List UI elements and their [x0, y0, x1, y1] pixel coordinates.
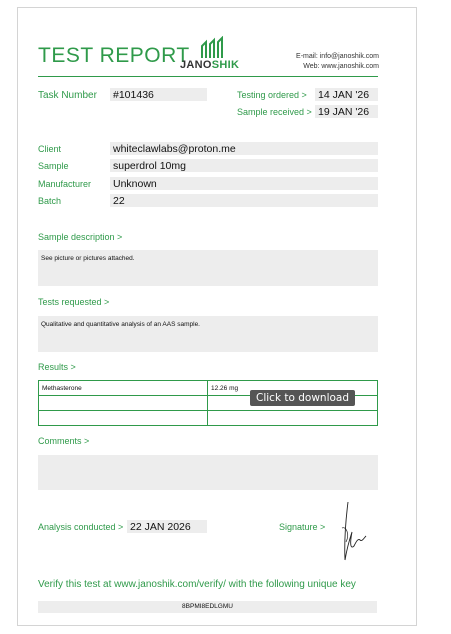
- janoshik-logo-icon: [180, 36, 260, 60]
- tests-requested-text: Qualitative and quantitative analysis of an AAS sample.: [38, 316, 378, 352]
- result-substance: [39, 396, 208, 411]
- signature-label: Signature >: [279, 522, 326, 532]
- sample-description-label: Sample description >: [38, 232, 123, 242]
- unique-key: 8BPMI8EDLGMU: [38, 601, 377, 613]
- result-substance: [39, 411, 208, 426]
- sample-received-label: Sample received >: [237, 107, 312, 117]
- handwritten-signature: [336, 498, 370, 568]
- verify-instructions: Verify this test at www.janoshik.com/verify/ with the following unique key: [38, 579, 356, 590]
- sample-label: Sample: [38, 161, 69, 171]
- test-report-sheet: [17, 7, 417, 626]
- download-tooltip[interactable]: Click to download: [250, 390, 355, 406]
- client-value: whiteclawlabs@proton.me: [110, 142, 378, 155]
- table-row: [39, 411, 378, 426]
- result-amount: 12.26 mg: [208, 381, 378, 396]
- manufacturer-label: Manufacturer: [38, 179, 92, 189]
- batch-value: 22: [110, 194, 378, 207]
- result-amount: [208, 411, 378, 426]
- analysis-conducted-label: Analysis conducted >: [38, 522, 124, 532]
- batch-label: Batch: [38, 196, 62, 206]
- logo-text-part1: JANO: [180, 59, 212, 71]
- results-label: Results >: [38, 362, 76, 372]
- sample-received-value: 19 JAN '26: [315, 105, 378, 118]
- comments-text: [38, 455, 378, 490]
- comments-label: Comments >: [38, 436, 90, 446]
- client-label: Client: [38, 144, 62, 154]
- testing-ordered-label: Testing ordered >: [237, 90, 307, 100]
- contact-info: [296, 52, 379, 72]
- analysis-conducted-value: 22 JAN 2026: [127, 520, 207, 533]
- contact-web: Web: www.janoshik.com: [303, 63, 379, 70]
- sample-value: superdrol 10mg: [110, 159, 378, 172]
- janoshik-logo: [180, 36, 260, 76]
- contact-email: E-mail: info@janoshik.com: [296, 53, 379, 60]
- logo-wordmark: [180, 59, 239, 71]
- result-substance: Methasterone: [39, 381, 208, 396]
- header-divider: [38, 76, 378, 77]
- testing-ordered-value: 14 JAN '26: [315, 88, 378, 101]
- report-title: TEST REPORT: [38, 44, 190, 67]
- manufacturer-value: Unknown: [110, 177, 378, 190]
- sample-description-text: See picture or pictures attached.: [38, 250, 378, 286]
- tests-requested-label: Tests requested >: [38, 297, 110, 307]
- task-number-value: #101436: [110, 88, 207, 101]
- task-number-label: Task Number: [38, 90, 97, 101]
- logo-text-part2: SHIK: [211, 59, 240, 71]
